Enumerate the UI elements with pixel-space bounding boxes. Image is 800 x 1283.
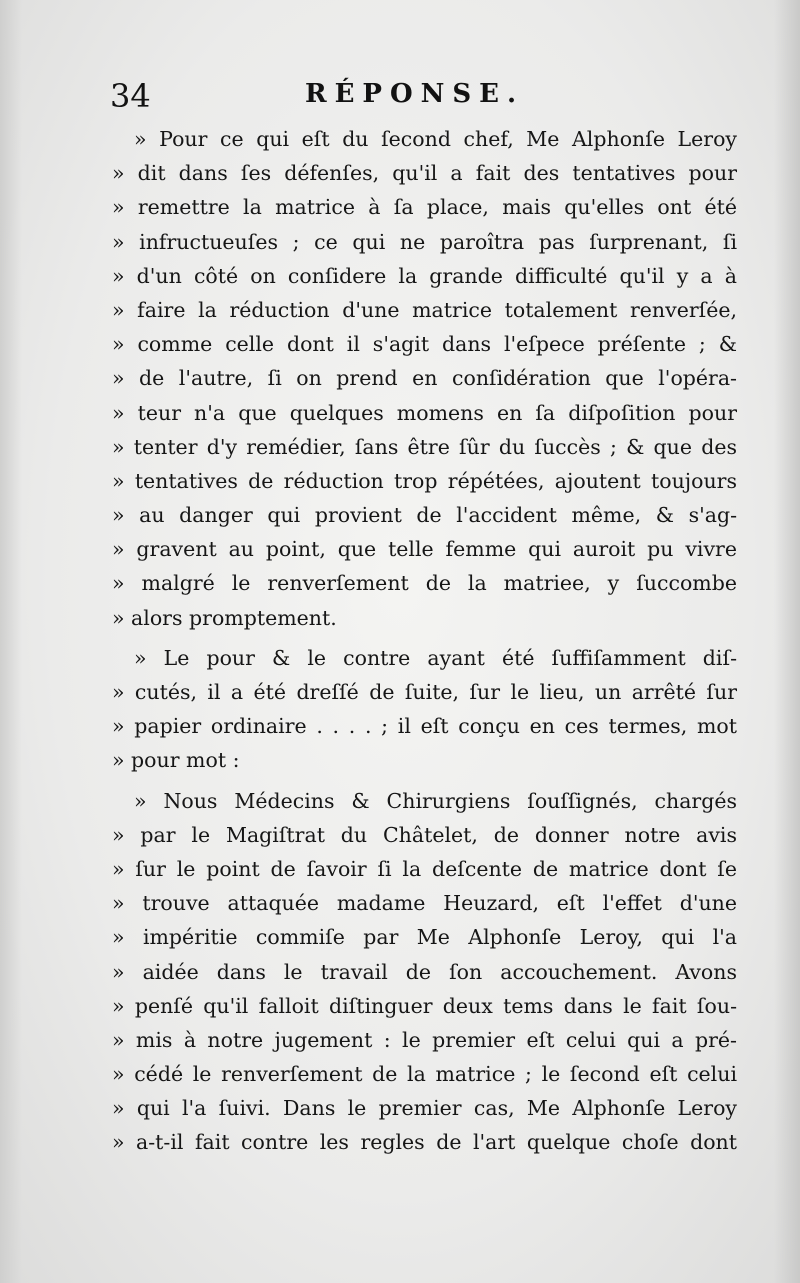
text-line: » tenter d'y remédier, ſans être ſûr du ſuccès ; & que des — [112, 434, 737, 459]
page-number: 34 — [110, 77, 151, 115]
text-line: » impéritie commiſe par Me Alphonſe Leroy, qui l'a — [112, 925, 737, 950]
paragraph-3 — [112, 784, 737, 1160]
text-line: » mis à notre jugement : le premier eſt celui qui a pré- — [112, 1027, 737, 1052]
text-line: » teur n'a que quelques momens en ſa diſpoſition pour — [112, 400, 737, 425]
text-line: » cédé le renverſement de la matrice ; le ſecond eſt celui — [112, 1062, 737, 1087]
text-line: » Pour ce qui eſt du ſecond chef, Me Alphonſe Leroy — [134, 127, 737, 151]
text-line: » qui l'a ſuivi. Dans le premier cas, Me Alphonſe Leroy — [112, 1096, 737, 1121]
text-line: » infructueuſes ; ce qui ne paroîtra pas ſurprenant, ſi — [112, 229, 737, 254]
text-line: » tentatives de réduction trop répétées, ajoutent toujours — [112, 468, 737, 493]
text-line: » trouve attaquée madame Heuzard, eſt l'effet d'une — [112, 891, 737, 916]
text-line: » Nous Médecins & Chirurgiens ſouſſignés, chargés — [134, 788, 737, 813]
text-line: » gravent au point, que telle femme qui auroit pu vivre — [112, 537, 737, 562]
header-title: RÉPONSE. — [305, 79, 525, 109]
running-head — [0, 74, 800, 114]
text-line: » a-t-il fait contre les regles de l'art quelque choſe dont — [112, 1130, 737, 1155]
text-line: » par le Magiſtrat du Châtelet, de donner notre avis — [112, 822, 737, 847]
text-line: » remettre la matrice à ſa place, mais qu'elles ont été — [112, 195, 737, 220]
text-line: » Le pour & le contre ayant été ſuffiſamment diſ- — [134, 645, 737, 670]
text-line: » pour mot : — [112, 748, 240, 773]
text-line: » malgré le renverſement de la matriee, y ſuccombe — [112, 571, 737, 596]
paragraph-2 — [112, 641, 737, 778]
text-line: » penſé qu'il falloit diſtinguer deux tems dans le fait ſou- — [112, 993, 737, 1018]
body-text — [112, 122, 737, 1160]
text-line: » faire la réduction d'une matrice totalement renverſée, — [112, 297, 737, 322]
text-line: » d'un côté on conſidere la grande difficulté qu'il y a à — [112, 263, 737, 288]
text-line: » ſur le point de ſavoir ſi la deſcente de matrice dont ſe — [112, 856, 737, 881]
text-line: » comme celle dont il s'agit dans l'eſpece préſente ; & — [112, 332, 737, 357]
text-line: » papier ordinaire . . . . ; il eſt conçu en ces termes, mot — [112, 714, 737, 739]
text-line: » au danger qui provient de l'accident même, & s'ag- — [112, 503, 737, 528]
text-line: » alors promptement. — [112, 605, 337, 630]
paragraph-1 — [112, 122, 737, 635]
text-line: » de l'autre, ſi on prend en conſidération que l'opéra- — [112, 366, 737, 391]
text-line: » dit dans ſes défenſes, qu'il a fait des tentatives pour — [112, 161, 737, 186]
text-line: » cutés, il a été dreſſé de ſuite, ſur le lieu, un arrêté ſur — [112, 680, 737, 704]
text-line: » aidée dans le travail de ſon accouchement. Avons — [112, 959, 737, 984]
